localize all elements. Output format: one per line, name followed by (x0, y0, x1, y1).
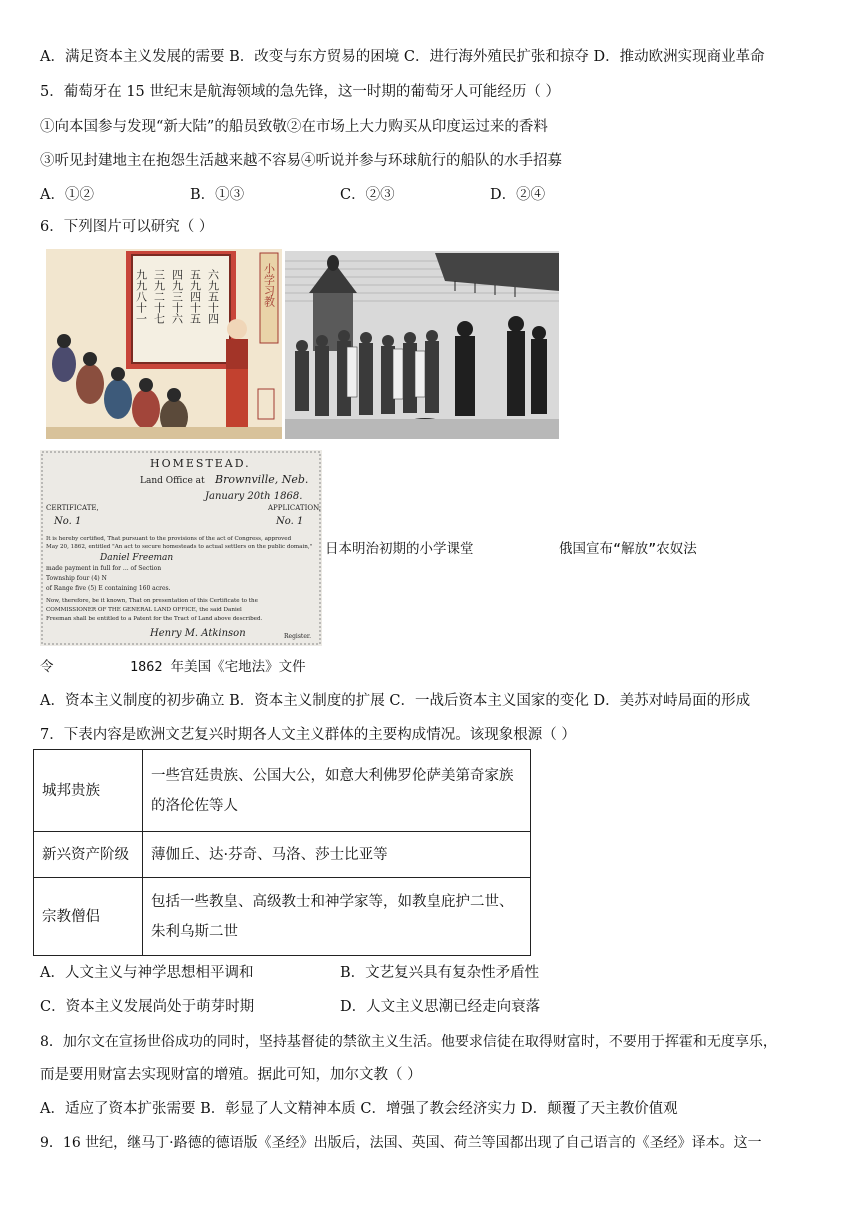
q5-option-a: A．①② (40, 187, 94, 203)
q6-options: A．资本主义制度的初步确立 B．资本主义制度的扩展 C．一战后资本主义国家的变化 D．美苏对峙局面的形成 (40, 693, 751, 709)
q4-options: A．满足资本主义发展的需要 B．改变与东方贸易的困境 C．进行海外殖民扩张和掠夺 D．推动欧洲实现商业革命 (40, 49, 765, 65)
homestead-application-no: No. 1 (276, 516, 304, 527)
homestead-date: January 20th 1868. (205, 491, 303, 502)
calligraphy-col-4: 五九四十五 (188, 269, 202, 324)
table-cell-members (143, 750, 531, 832)
q5-option-b: B．①③ (190, 187, 245, 203)
q6-stem: 6．下列图片可以研究（ ） (40, 219, 214, 235)
table-row (34, 832, 531, 878)
table-cell-members (143, 878, 531, 956)
calligraphy-col-5: 六九五十四 (206, 269, 220, 324)
homestead-certificate-image (40, 450, 322, 646)
calligraphy-col-3: 四九三十六 (170, 269, 184, 324)
homestead-register: Register. (284, 633, 311, 640)
homestead-body-line-5: Township four (4) N (46, 575, 107, 582)
calligraphy-col-1: 九九八十一 (134, 269, 148, 324)
homestead-place: Brownville, Neb. (215, 473, 309, 486)
caption-meiji-classroom: 日本明治初期的小学课堂 (325, 541, 474, 557)
homestead-body-line-1: It is hereby certified, That pursuant to the provisions of the act of Congress, approved (46, 536, 292, 542)
homestead-body-line-7: Now, therefore, be it known, That on presentation of this Certificate to the (46, 598, 258, 604)
table-cell-line: 一些宫廷贵族、公国大公，如意大利佛罗伦萨美第奇家族 (151, 767, 514, 784)
table-cell-group: 宗教僧侣 (34, 878, 143, 956)
caption-russian-serfs: 俄国宣布“解放”农奴法 (559, 541, 697, 557)
russian-emancipation-image (285, 251, 559, 439)
homestead-document-icon (40, 450, 322, 646)
q7-option-d: D．人文主义思潮已经走向衰落 (340, 999, 541, 1015)
q9-stem-line-1: 9．16 世纪，继马丁·路德的德语版《圣经》出版后，法国、英国、荷兰等国都出现了自己语言的《圣经》译本。这一 (40, 1135, 762, 1151)
homestead-body-line-3: Daniel Freeman (100, 553, 174, 563)
humanist-groups-table (33, 749, 531, 956)
homestead-body-line-8: COMMISSIONER OF THE GENERAL LAND OFFICE, the said Daniel (46, 607, 242, 613)
homestead-body-line-9: Freeman shall be entitled to a Patent for the Tract of Land above described. (46, 616, 263, 622)
table-row (34, 750, 531, 832)
q8-options: A．适应了资本扩张需要 B．彰显了人文精神本质 C．增强了教会经济实力 D．颠覆了天主教价值观 (40, 1101, 678, 1117)
calligraphy-col-2: 三九二十七 (152, 269, 166, 324)
table-cell-line: 薄伽丘、达·芬奇、马洛、莎士比亚等 (151, 846, 388, 863)
table-row (34, 878, 531, 956)
caption-russian-serfs-cont: 令 (40, 659, 54, 675)
woodblock-print-classroom-icon (46, 249, 282, 439)
meiji-classroom-image (46, 249, 282, 439)
engraving-emancipation-crowd-icon (285, 251, 559, 439)
q5-stem: 5．葡萄牙在 15 世纪末是航海领域的急先锋，这一时期的葡萄牙人可能经历（ ） (40, 84, 561, 100)
q5-item-1-2: ①向本国参与发现“新大陆”的船员致敬②在市场上大力购买从印度运过来的香料 (40, 119, 548, 135)
table-cell-line: 包括一些教皇、高级教士和神学家等，如教皇庇护二世、 (151, 893, 514, 910)
caption-homestead-act: 1862 年美国《宅地法》文件 (130, 659, 306, 675)
homestead-land-office: Land Office at (140, 476, 205, 486)
q7-option-b: B．文艺复兴具有复杂性矛盾性 (340, 965, 540, 981)
table-cell-group: 城邦贵族 (34, 750, 143, 832)
q8-stem-line-2: 而是要用财富去实现财富的增殖。据此可知，加尔文教（ ） (40, 1067, 422, 1083)
q5-option-d: D．②④ (490, 187, 546, 203)
q7-option-a: A．人文主义与神学思想相平调和 (40, 965, 254, 981)
homestead-header: HOMESTEAD. (150, 457, 251, 470)
classroom-banner-title: 小学习教 (262, 263, 276, 307)
homestead-application-label: APPLICATION, (268, 504, 321, 512)
table-cell-line: 朱利乌斯二世 (151, 923, 238, 940)
table-cell-group: 新兴资产阶级 (34, 832, 143, 878)
q5-option-c: C．②③ (340, 187, 395, 203)
homestead-body-line-4: made payment in full for ... of Section (46, 565, 162, 572)
homestead-signature: Henry M. Atkinson (150, 628, 246, 639)
homestead-certificate-no: No. 1 (54, 516, 82, 527)
table-cell-line: 的洛伦佐等人 (151, 797, 238, 814)
q8-stem-line-1: 8．加尔文在宣扬世俗成功的同时，坚持基督徒的禁欲主义生活。他要求信徒在取得财富时，不要用于挥霍和无度享乐， (40, 1034, 777, 1050)
homestead-certificate-label: CERTIFICATE, (46, 504, 99, 512)
homestead-body-line-2: May 20, 1862, entitled "An act to secure homesteads to actual settlers on the public domain," (46, 544, 313, 550)
q7-option-c: C．资本主义发展尚处于萌芽时期 (40, 999, 255, 1015)
homestead-body-line-6: of Range five (5) E containing 160 acres. (46, 585, 171, 592)
q7-stem: 7．下表内容是欧洲文艺复兴时期各人文主义群体的主要构成情况。该现象根源（ ） (40, 727, 576, 743)
q5-item-3-4: ③听见封建地主在抱怨生活越来越不容易④听说并参与环球航行的船队的水手招募 (40, 153, 562, 169)
table-cell-members (143, 832, 531, 878)
